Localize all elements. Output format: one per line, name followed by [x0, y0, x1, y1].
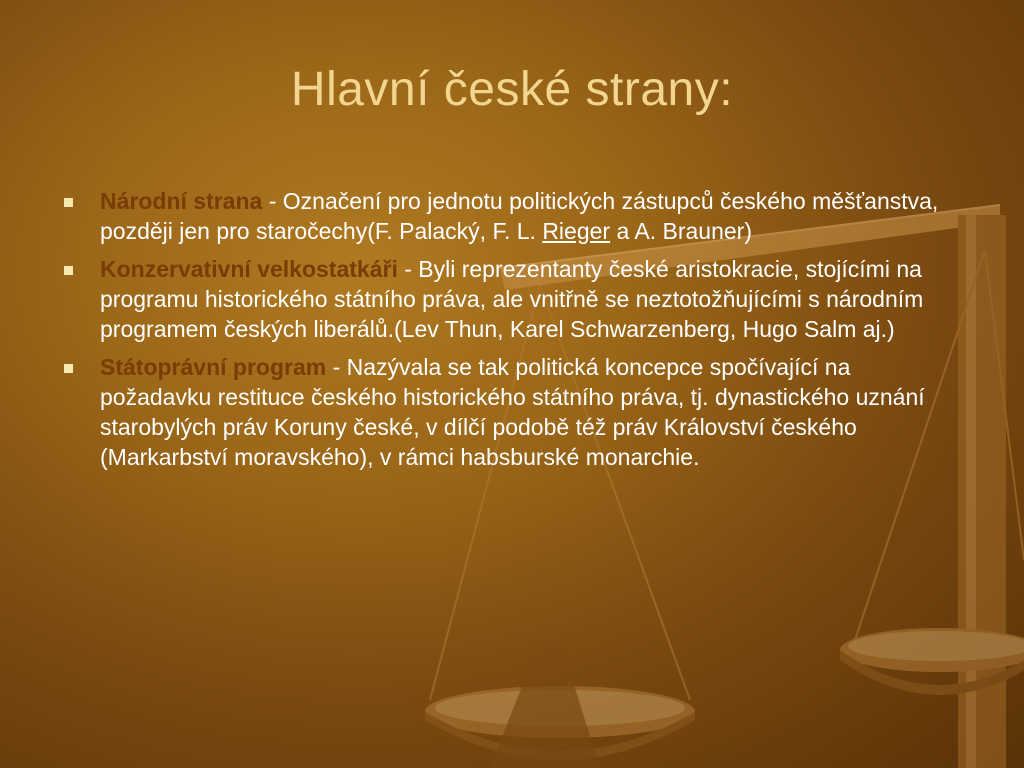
bullet-item-konzervativni-velkostatkari	[62, 254, 967, 344]
square-bullet-icon	[64, 364, 73, 373]
bullet-text: - Nazývala se tak politická koncepce spočívající na požadavku restituce českého historického státního práva, tj. dynastického uznání starobylých práv Koruny české, v dílčí podobě též práv Království českého (Markarbství moravského), v rámci habsburské monarchie.	[100, 354, 925, 470]
square-bullet-icon	[64, 266, 73, 275]
bullet-text: - Byli reprezentanty české aristokracie, stojícími na programu historického státního práva, ale vnitřně se neztotožňujícími s národním programem českých liberálů.(Lev Thun, Karel Schwarzenberg, Hugo Salm aj.)	[100, 256, 924, 342]
slide-title: Hlavní české strany:	[290, 63, 734, 116]
bullet-list	[62, 186, 967, 480]
bullet-text-end: a A. Brauner)	[610, 218, 752, 244]
bullet-item-statopravni-program	[62, 352, 967, 472]
bullet-item-narodni-strana	[62, 186, 967, 246]
square-bullet-icon	[64, 198, 73, 207]
rieger-link[interactable]: Rieger	[542, 218, 611, 244]
bullet-term: Státoprávní program	[100, 354, 327, 380]
bullet-term: Národní strana	[100, 188, 263, 214]
bullet-term: Konzervativní velkostatkáři	[100, 256, 398, 282]
bullet-text: - Označení pro jednotu politických zástupců českého měšťanstva, později jen pro staročechy(F. Palacký, F. L.	[100, 188, 939, 244]
